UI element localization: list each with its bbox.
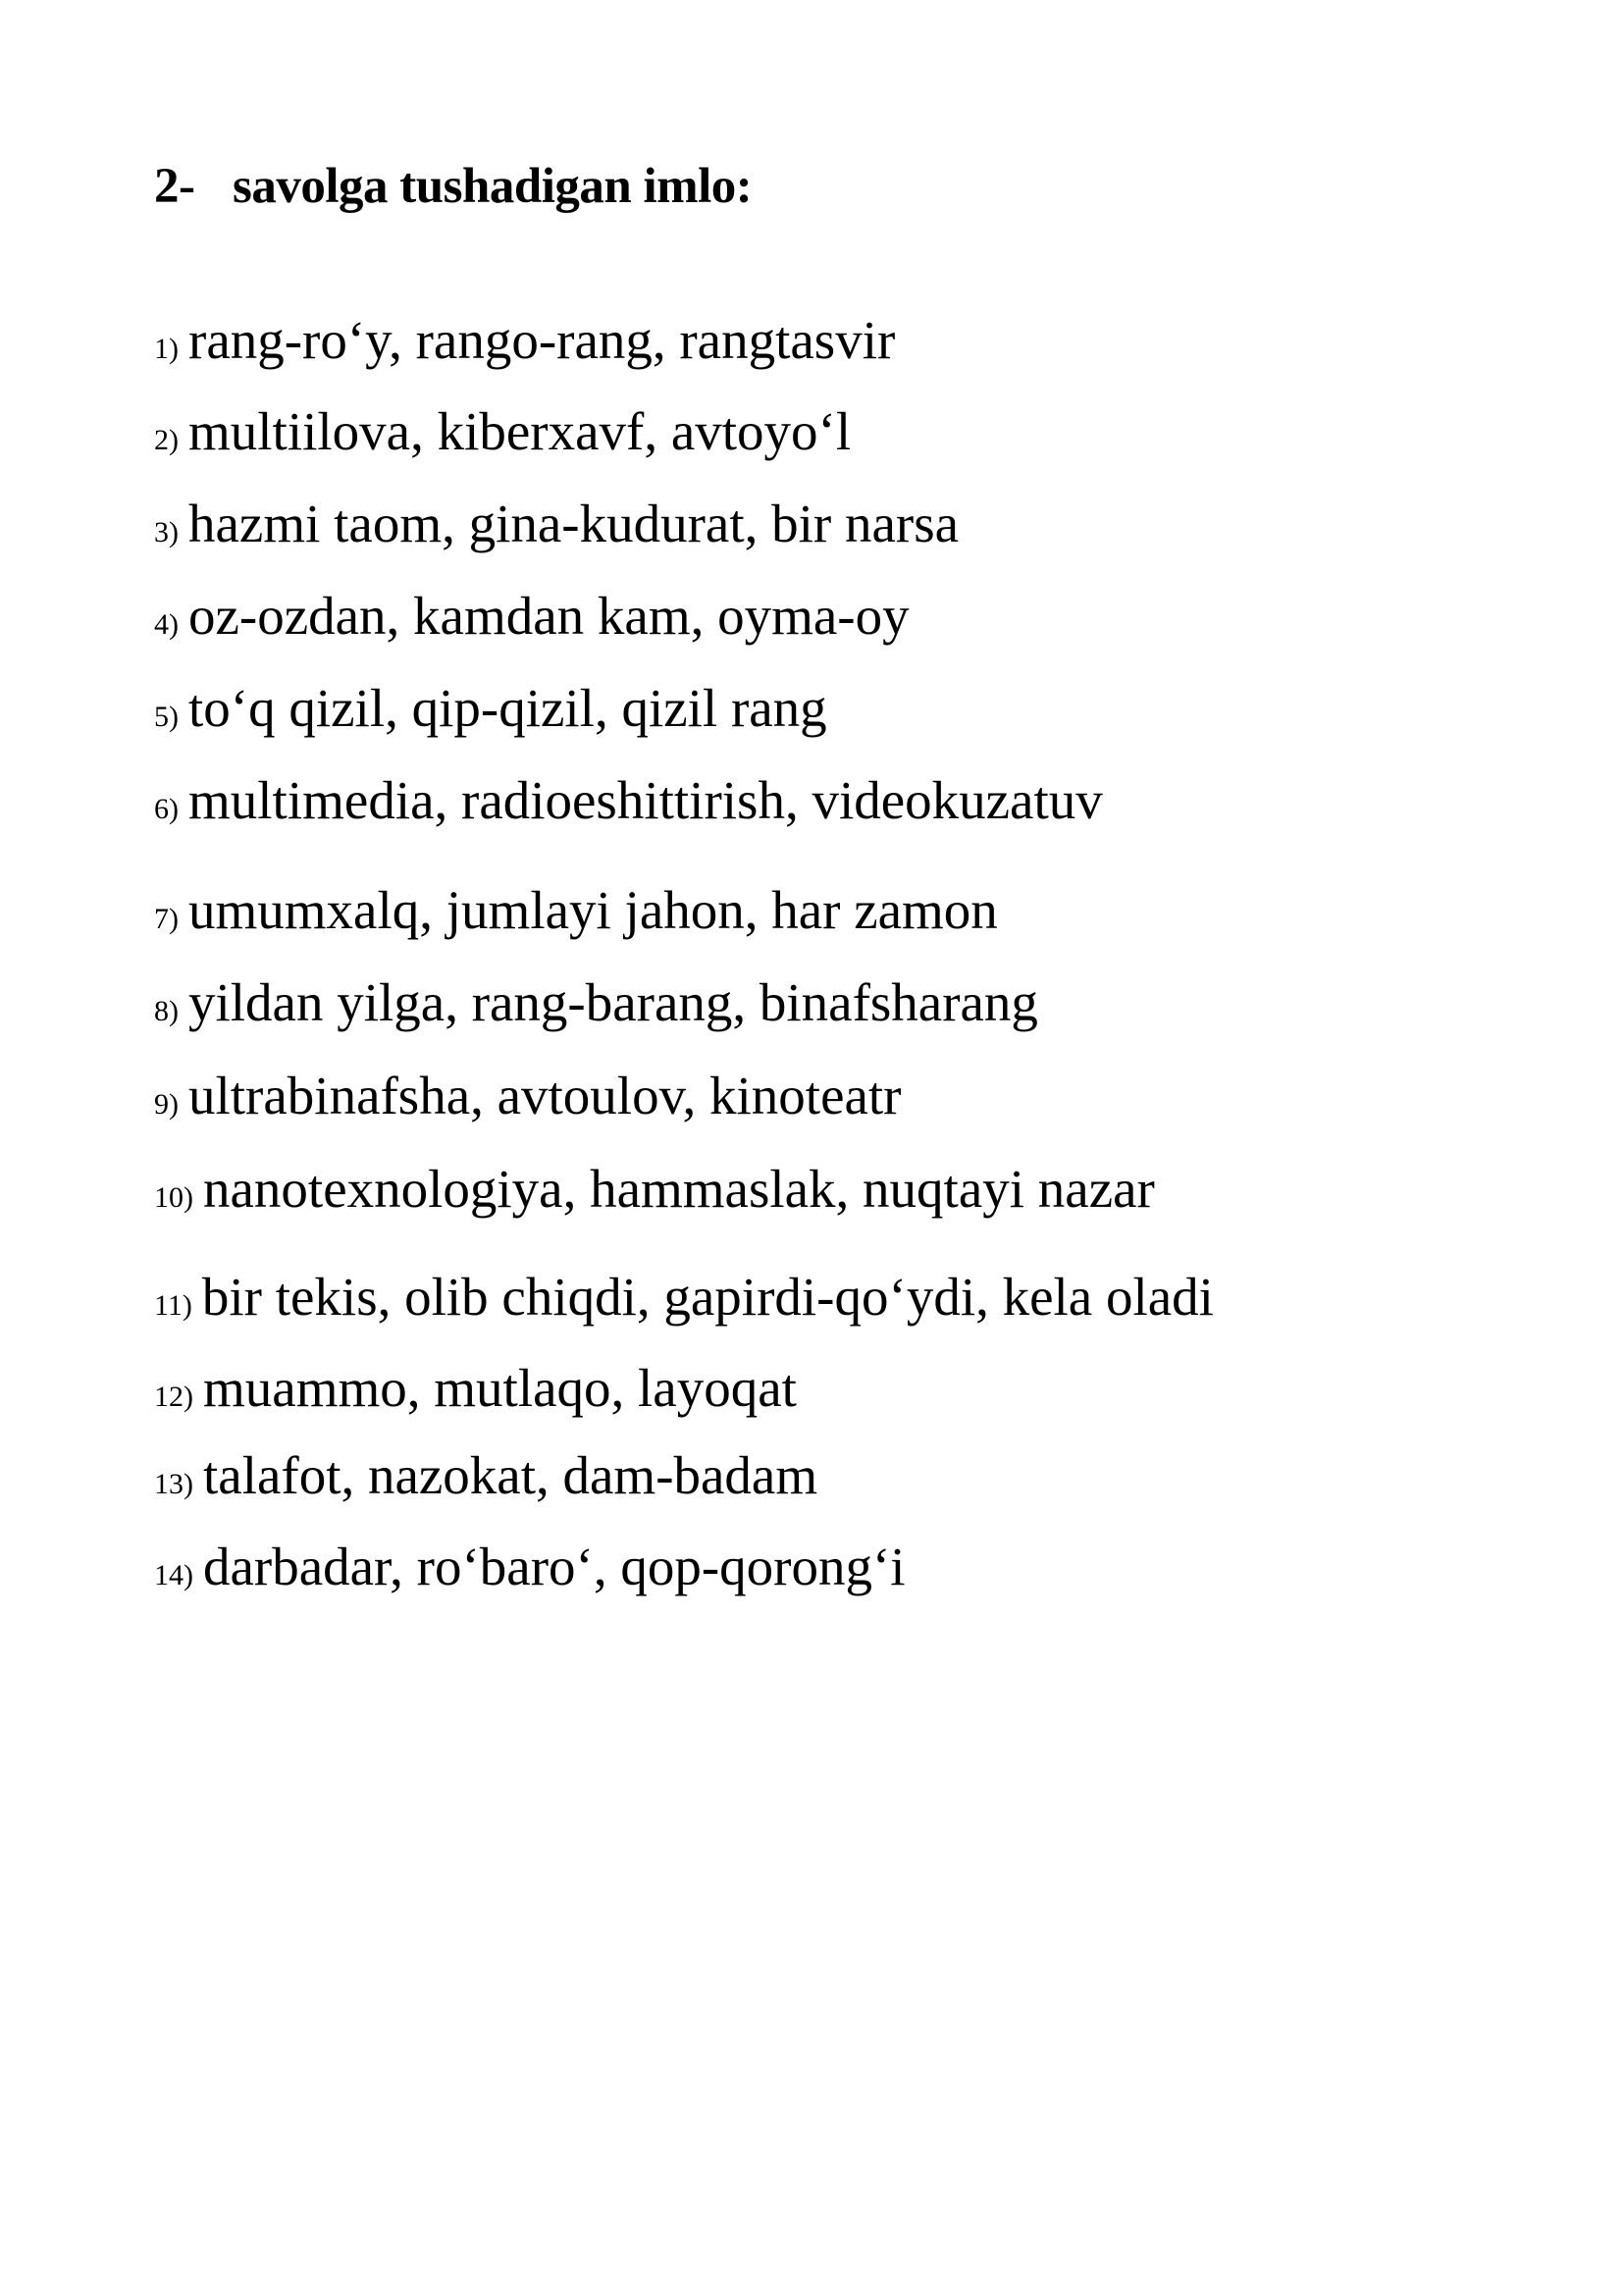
item-text: muammo, mutlaqo, layoqat (203, 1358, 797, 1418)
list-item (154, 677, 827, 739)
section-heading (154, 157, 752, 216)
item-text: umumxalq, jumlayi jahon, har zamon (188, 880, 998, 940)
list-item (154, 585, 910, 647)
item-index: 10) (154, 1181, 193, 1214)
list-item (154, 1158, 1155, 1220)
item-index: 13) (154, 1468, 193, 1500)
list-item (154, 879, 998, 941)
list-item (154, 309, 895, 371)
item-text: hazmi taom, gina-kudurat, bir narsa (188, 494, 960, 553)
list-item (154, 1536, 906, 1597)
item-text: multimedia, radioeshittirish, videokuzatuv (188, 770, 1103, 830)
item-index: 14) (154, 1559, 193, 1591)
list-item (154, 1444, 817, 1506)
list-item (154, 1266, 1214, 1328)
item-index: 1) (154, 333, 179, 365)
heading-number: 2- (154, 159, 195, 214)
list-item (154, 493, 959, 554)
item-text: ultrabinafsha, avtoulov, kinoteatr (188, 1066, 902, 1125)
item-index: 8) (154, 995, 179, 1027)
item-text: to‘q qizil, qip-qizil, qizil rang (188, 678, 827, 738)
item-index: 9) (154, 1088, 179, 1121)
item-index: 12) (154, 1381, 193, 1413)
item-text: darbadar, ro‘baro‘, qop-qorong‘i (203, 1537, 906, 1596)
list-item (154, 1065, 902, 1126)
item-text: talafot, nazokat, dam-badam (203, 1445, 818, 1505)
item-index: 6) (154, 793, 179, 825)
item-index: 4) (154, 608, 179, 641)
item-text: yildan yilga, rang-barang, binafsharang (188, 972, 1038, 1032)
list-item (154, 971, 1038, 1033)
item-index: 7) (154, 903, 179, 935)
item-index: 11) (154, 1289, 192, 1322)
item-text: nanotexnologiya, hammaslak, nuqtayi nazar (203, 1159, 1155, 1219)
item-text: bir tekis, olib chiqdi, gapirdi-qo‘ydi, kela oladi (201, 1267, 1214, 1327)
item-text: oz-ozdan, kamdan kam, oyma-oy (188, 586, 910, 646)
item-index: 5) (154, 701, 179, 733)
item-index: 3) (154, 516, 179, 548)
item-index: 2) (154, 424, 179, 456)
list-item (154, 400, 851, 462)
item-text: multiilova, kiberxavf, avtoyo‘l (188, 401, 852, 461)
item-text: rang-ro‘y, rango-rang, rangtasvir (188, 310, 896, 370)
heading-text: savolga tushadigan imlo: (233, 159, 753, 214)
list-item (154, 769, 1103, 831)
list-item (154, 1357, 797, 1419)
